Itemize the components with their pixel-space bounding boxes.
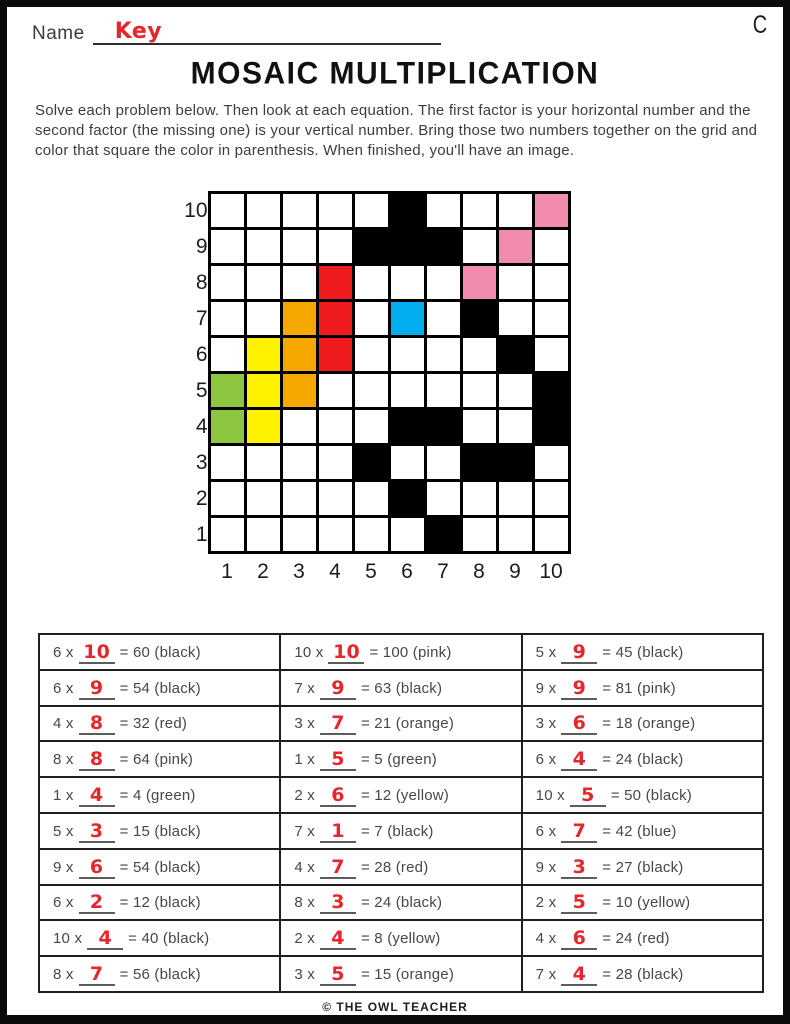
equation-cell — [522, 849, 763, 885]
equation-cell — [522, 920, 763, 956]
grid-cell — [533, 517, 569, 553]
grid-cell — [353, 337, 389, 373]
grid-cell — [209, 229, 245, 265]
row-label: 10 — [165, 193, 209, 229]
grid-cell — [281, 193, 317, 229]
grid-cell — [353, 373, 389, 409]
equation-prefix: 9 x — [535, 858, 557, 876]
grid-cell — [389, 481, 425, 517]
grid-cell — [353, 445, 389, 481]
equation-answer: 2 — [79, 892, 115, 914]
equation-answer: 9 — [561, 642, 597, 664]
row-label: 2 — [165, 481, 209, 517]
equation-cell — [280, 920, 521, 956]
grid-cell — [425, 301, 461, 337]
equation-prefix: 3 x — [535, 715, 557, 733]
equation-answer: 10 — [79, 642, 115, 664]
equation-cell — [522, 813, 763, 849]
grid-cell — [353, 229, 389, 265]
page-title: MOSAIC MULTIPLICATION — [190, 56, 600, 91]
row-label: 5 — [165, 373, 209, 409]
equation-prefix: 8 x — [53, 966, 74, 984]
equation-suffix: = 12 (yellow) — [360, 787, 450, 805]
equation-prefix: 6 x — [535, 751, 557, 769]
equation-answer: 4 — [320, 928, 356, 950]
equation-suffix: = 63 (black) — [360, 679, 443, 697]
col-label: 9 — [497, 553, 533, 585]
equation-prefix: 5 x — [535, 643, 557, 661]
equation-cell — [522, 670, 763, 706]
equation-prefix: 4 x — [53, 715, 74, 733]
equations-table — [38, 633, 764, 993]
grid-cell — [353, 301, 389, 337]
grid-cell — [461, 445, 497, 481]
grid-cell — [281, 445, 317, 481]
footer-credit: © THE OWL TEACHER — [322, 1000, 468, 1014]
grid-cell — [389, 193, 425, 229]
equation-suffix: = 4 (green) — [119, 787, 196, 805]
grid-cell — [425, 409, 461, 445]
grid-cell — [245, 409, 281, 445]
grid-cell — [209, 265, 245, 301]
equation-answer: 1 — [320, 821, 356, 843]
equation-suffix: = 50 (black) — [610, 787, 692, 805]
grid-cell — [353, 265, 389, 301]
equation-cell — [280, 670, 521, 706]
grid-cell — [209, 445, 245, 481]
equation-cell — [280, 956, 521, 992]
equation-cell — [39, 885, 280, 921]
equation-prefix: 9 x — [535, 679, 557, 697]
equation-cell — [522, 956, 763, 992]
equation-prefix: 10 x — [294, 643, 324, 661]
equation-prefix: 7 x — [535, 966, 557, 984]
grid-cell — [317, 337, 353, 373]
grid-cell — [461, 373, 497, 409]
equation-cell — [280, 634, 521, 670]
grid-cell — [425, 337, 461, 373]
grid-cell — [281, 373, 317, 409]
grid-cell — [533, 337, 569, 373]
col-label: 2 — [245, 553, 281, 585]
grid-cell — [533, 229, 569, 265]
grid-cell — [245, 337, 281, 373]
grid-cell — [281, 229, 317, 265]
equation-cell — [280, 706, 521, 742]
equation-cell — [522, 634, 763, 670]
grid-cell — [461, 337, 497, 373]
equation-cell — [39, 741, 280, 777]
instructions-text: Solve each problem below. Then look at each equation. The first factor is your horizontal number and the second factor (the missing one) is your vertical number. Bring those two numbers together on the grid and color that square the color in parenthesis. When finished, you'll have an image. — [35, 102, 758, 159]
equation-cell — [39, 670, 280, 706]
equation-answer: 6 — [79, 857, 115, 879]
equation-prefix: 2 x — [294, 787, 315, 805]
grid-cell — [533, 373, 569, 409]
equation-cell — [280, 849, 521, 885]
col-label: 7 — [425, 553, 461, 585]
grid-cell — [461, 409, 497, 445]
equation-answer: 6 — [320, 785, 356, 807]
grid-cell — [461, 301, 497, 337]
equation-suffix: = 81 (pink) — [602, 679, 676, 697]
grid-cell — [497, 265, 533, 301]
grid-cell — [389, 337, 425, 373]
equation-prefix: 6 x — [53, 679, 74, 697]
equation-prefix: 8 x — [53, 751, 74, 769]
grid-cell — [533, 445, 569, 481]
row-label: 3 — [165, 445, 209, 481]
equation-prefix: 9 x — [53, 858, 74, 876]
equation-suffix: = 24 (black) — [360, 894, 443, 912]
col-label-spacer — [165, 553, 209, 585]
equation-cell — [522, 885, 763, 921]
equation-prefix: 7 x — [294, 679, 315, 697]
grid-cell — [389, 265, 425, 301]
grid-cell — [245, 517, 281, 553]
equation-suffix: = 24 (black) — [602, 751, 684, 769]
equation-answer: 7 — [320, 857, 356, 879]
equation-cell — [39, 956, 280, 992]
grid-cell — [245, 445, 281, 481]
equation-prefix: 3 x — [294, 966, 315, 984]
equation-cell — [280, 777, 521, 813]
grid-cell — [245, 373, 281, 409]
equation-suffix: = 21 (orange) — [360, 715, 455, 733]
grid-cell — [461, 265, 497, 301]
mosaic-grid — [165, 191, 571, 584]
equation-prefix: 7 x — [294, 822, 315, 840]
grid-cell — [353, 193, 389, 229]
col-label: 3 — [281, 553, 317, 585]
row-label: 7 — [165, 301, 209, 337]
equation-answer: 8 — [79, 749, 115, 771]
name-row — [32, 19, 441, 45]
equation-suffix: = 24 (red) — [602, 930, 670, 948]
equation-suffix: = 45 (black) — [602, 643, 684, 661]
grid-cell — [389, 517, 425, 553]
equation-answer: 8 — [79, 713, 115, 735]
col-label: 4 — [317, 553, 353, 585]
grid-cell — [353, 517, 389, 553]
grid-cell — [533, 481, 569, 517]
grid-cell — [461, 481, 497, 517]
equation-prefix: 6 x — [53, 643, 74, 661]
equation-answer: 3 — [320, 892, 356, 914]
equation-prefix: 4 x — [535, 930, 557, 948]
grid-cell — [209, 193, 245, 229]
equation-prefix: 5 x — [53, 822, 74, 840]
equation-suffix: = 100 (pink) — [369, 643, 452, 661]
grid-cell — [209, 517, 245, 553]
equation-cell — [39, 777, 280, 813]
name-line — [93, 19, 441, 45]
grid-cell — [533, 301, 569, 337]
equation-answer: 7 — [79, 964, 115, 986]
equation-cell — [280, 741, 521, 777]
grid-cell — [353, 409, 389, 445]
grid-cell — [281, 409, 317, 445]
equation-cell — [39, 634, 280, 670]
equation-answer: 5 — [570, 785, 606, 807]
grid-cell — [317, 517, 353, 553]
equation-answer: 5 — [320, 964, 356, 986]
equation-suffix: = 27 (black) — [602, 858, 684, 876]
equation-answer: 9 — [561, 678, 597, 700]
row-label: 8 — [165, 265, 209, 301]
grid-cell — [497, 301, 533, 337]
row-label: 9 — [165, 229, 209, 265]
col-label: 6 — [389, 553, 425, 585]
equation-suffix: = 56 (black) — [119, 966, 201, 984]
equation-suffix: = 12 (black) — [119, 894, 201, 912]
grid-cell — [389, 409, 425, 445]
equation-prefix: 1 x — [294, 751, 315, 769]
equation-suffix: = 28 (red) — [360, 858, 429, 876]
grid-cell — [497, 373, 533, 409]
equation-suffix: = 64 (pink) — [119, 751, 194, 769]
row-label: 4 — [165, 409, 209, 445]
equation-cell — [522, 741, 763, 777]
equation-suffix: = 54 (black) — [119, 679, 201, 697]
grid-cell — [461, 517, 497, 553]
col-label: 8 — [461, 553, 497, 585]
grid-cell — [353, 481, 389, 517]
grid-cell — [425, 481, 461, 517]
equation-prefix: 1 x — [53, 787, 74, 805]
grid-cell — [389, 301, 425, 337]
grid-cell — [245, 265, 281, 301]
equation-suffix: = 40 (black) — [128, 930, 210, 948]
equation-answer: 5 — [320, 749, 356, 771]
grid-cell — [209, 481, 245, 517]
equation-cell — [522, 777, 763, 813]
equation-suffix: = 32 (red) — [119, 715, 188, 733]
grid-cell — [317, 445, 353, 481]
equation-answer: 3 — [79, 821, 115, 843]
equation-answer: 6 — [561, 713, 597, 735]
grid-cell — [209, 337, 245, 373]
equation-prefix: 10 x — [535, 787, 565, 805]
equation-answer: 7 — [561, 821, 597, 843]
grid-cell — [317, 229, 353, 265]
grid-cell — [497, 481, 533, 517]
grid-cell — [245, 481, 281, 517]
equation-cell — [39, 920, 280, 956]
grid-cell — [425, 193, 461, 229]
equation-answer: 7 — [320, 713, 356, 735]
col-label: 1 — [209, 553, 245, 585]
grid-cell — [209, 373, 245, 409]
grid-cell — [317, 193, 353, 229]
equation-prefix: 10 x — [53, 930, 83, 948]
row-label: 6 — [165, 337, 209, 373]
grid-cell — [317, 373, 353, 409]
corner-mark: C — [752, 11, 768, 39]
row-label: 1 — [165, 517, 209, 553]
equation-suffix: = 5 (green) — [360, 751, 437, 769]
equation-answer: 4 — [561, 749, 597, 771]
grid-cell — [281, 337, 317, 373]
equation-suffix: = 54 (black) — [119, 858, 201, 876]
grid-cell — [497, 445, 533, 481]
grid-cell — [533, 409, 569, 445]
equation-prefix: 8 x — [294, 894, 315, 912]
equation-cell — [280, 885, 521, 921]
grid-cell — [281, 517, 317, 553]
equation-prefix: 2 x — [294, 930, 315, 948]
equation-cell — [39, 706, 280, 742]
grid-cell — [281, 481, 317, 517]
grid-cell — [317, 481, 353, 517]
grid-cell — [209, 301, 245, 337]
equation-answer: 10 — [328, 642, 364, 664]
grid-cell — [317, 409, 353, 445]
col-label: 10 — [533, 553, 569, 585]
grid-cell — [209, 409, 245, 445]
grid-cell — [461, 193, 497, 229]
equation-prefix: 6 x — [535, 822, 557, 840]
equation-answer: 9 — [320, 678, 356, 700]
equation-answer: 9 — [79, 678, 115, 700]
equation-answer: 5 — [561, 892, 597, 914]
equation-suffix: = 7 (black) — [360, 822, 434, 840]
grid-cell — [461, 229, 497, 265]
equation-suffix: = 8 (yellow) — [360, 930, 441, 948]
equation-prefix: 3 x — [294, 715, 315, 733]
equation-cell — [280, 813, 521, 849]
grid-cell — [497, 193, 533, 229]
name-value: Key — [114, 19, 163, 44]
equation-answer: 6 — [561, 928, 597, 950]
equation-answer: 4 — [79, 785, 115, 807]
equation-prefix: 2 x — [535, 894, 557, 912]
grid-cell — [425, 373, 461, 409]
grid-cell — [389, 373, 425, 409]
name-label: Name — [32, 23, 85, 44]
equation-suffix: = 15 (black) — [119, 822, 201, 840]
equation-cell — [39, 849, 280, 885]
equation-answer: 4 — [561, 964, 597, 986]
equation-cell — [39, 813, 280, 849]
grid-cell — [497, 517, 533, 553]
grid-cell — [497, 337, 533, 373]
equation-prefix: 4 x — [294, 858, 315, 876]
grid-cell — [425, 229, 461, 265]
equation-suffix: = 42 (blue) — [602, 822, 677, 840]
grid-cell — [317, 265, 353, 301]
equation-suffix: = 15 (orange) — [360, 966, 455, 984]
grid-cell — [245, 301, 281, 337]
grid-cell — [497, 409, 533, 445]
mosaic-grid-section — [165, 191, 571, 584]
grid-cell — [497, 229, 533, 265]
grid-cell — [533, 193, 569, 229]
equation-suffix: = 60 (black) — [119, 643, 201, 661]
grid-cell — [425, 265, 461, 301]
grid-cell — [281, 265, 317, 301]
equation-suffix: = 28 (black) — [602, 966, 684, 984]
grid-cell — [389, 445, 425, 481]
grid-cell — [281, 301, 317, 337]
grid-cell — [533, 265, 569, 301]
grid-cell — [389, 229, 425, 265]
equation-suffix: = 18 (orange) — [602, 715, 696, 733]
grid-cell — [245, 193, 281, 229]
grid-cell — [425, 517, 461, 553]
col-label: 5 — [353, 553, 389, 585]
equation-answer: 4 — [87, 928, 123, 950]
equation-cell — [522, 706, 763, 742]
grid-cell — [317, 301, 353, 337]
equation-prefix: 6 x — [53, 894, 74, 912]
grid-cell — [245, 229, 281, 265]
equation-answer: 3 — [561, 857, 597, 879]
equation-suffix: = 10 (yellow) — [602, 894, 691, 912]
grid-cell — [425, 445, 461, 481]
